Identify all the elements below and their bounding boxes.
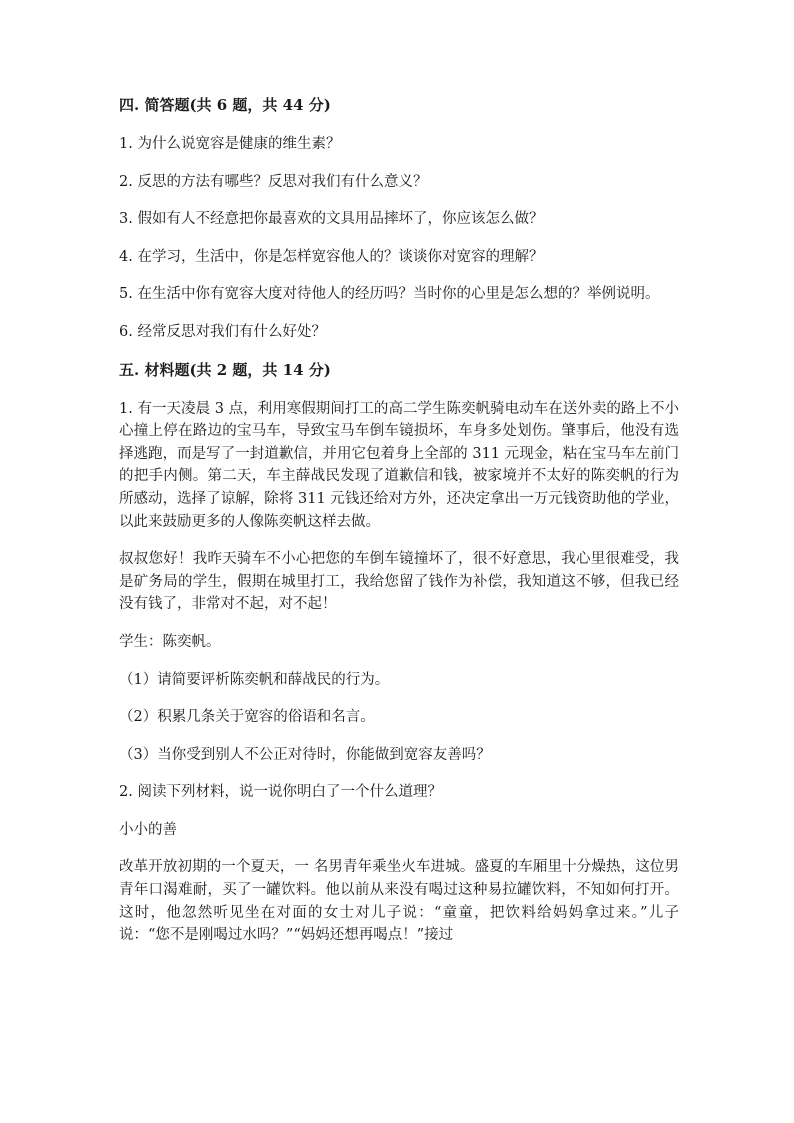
sub-question-2: （2）积累几条关于宽容的俗语和名言。 — [119, 709, 375, 726]
sub-question-1: （1）请简要评析陈奕帆和薛战民的行为。 — [119, 671, 390, 688]
document-page — [119, 94, 679, 962]
question-4-6: 6. 经常反思对我们有什么好处？ — [119, 323, 326, 340]
question-4-3: 3. 假如有人不经意把你最喜欢的文具用品摔坏了，你应该怎么做？ — [119, 211, 544, 228]
sub-question-3: （3）当你受到别人不公正对待时，你能做到宽容友善吗？ — [119, 746, 491, 763]
material-1-text: 1. 有一天凌晨 3 点，利用寒假期间打工的高二学生陈奕帆骑电动车在送外卖的路上不小心撞上停在路边的宝马车，导致宝马车倒车镜损坏，车身多处划伤。肇事后，他没有选择逃跑，而是写了一封道歉信，并用它包着身上全部的 311 元现金，粘在宝马车左前门的把手内侧。第二天，车主薛战民发现了道歉信和钱，被家境并不太好的陈奕帆的行为所感动，选择了谅解，除将 311 元钱还给对方外，还决定拿出一万元钱资助他的学业，以此来鼓励更多的人像陈奕帆这样去做。 — [119, 400, 679, 530]
story-text: 改革开放初期的一个夏天，一 名男青年乘坐火车进城。盛夏的车厢里十分燥热，这位男青年口渴难耐，买了一罐饮料。他以前从来没有喝过这种易拉罐饮料，不知如何打开。这时，他忽然听见坐在对面的女士对儿子说：“童童，把饮料给妈妈拿过来。”儿子说：“您不是刚喝过水吗？”“妈妈还想再喝点！”接过 — [119, 859, 679, 944]
letter-signature: 学生：陈奕帆。 — [119, 633, 221, 650]
question-4-4: 4. 在学习，生活中，你是怎样宽容他人的？谈谈你对宽容的理解？ — [119, 248, 544, 265]
question-5-2-prompt: 2. 阅读下列材料，说一说你明白了一个什么道理？ — [119, 784, 442, 801]
story-title: 小小的善 — [119, 821, 177, 838]
section-5-title: 五. 材料题(共 2 题，共 14 分) — [119, 360, 331, 379]
question-4-5: 5. 在生活中你有宽容大度对待他人的经历吗？当时你的心里是怎么想的？举例说明。 — [119, 286, 660, 303]
apology-letter: 叔叔您好！我昨天骑车不小心把您的车倒车镜撞坏了，很不好意思，我心里很难受，我是矿务局的学生，假期在城里打工，我给您留了钱作为补偿，我知道这不够，但我已经没有钱了，非常对不起，对不起！ — [119, 551, 679, 613]
question-4-1: 1. 为什么说宽容是健康的维生素？ — [119, 136, 341, 152]
section-4-title: 四. 简答题(共 6 题，共 44 分) — [119, 96, 331, 114]
question-4-2: 2. 反思的方法有哪些？反思对我们有什么意义？ — [119, 173, 428, 190]
